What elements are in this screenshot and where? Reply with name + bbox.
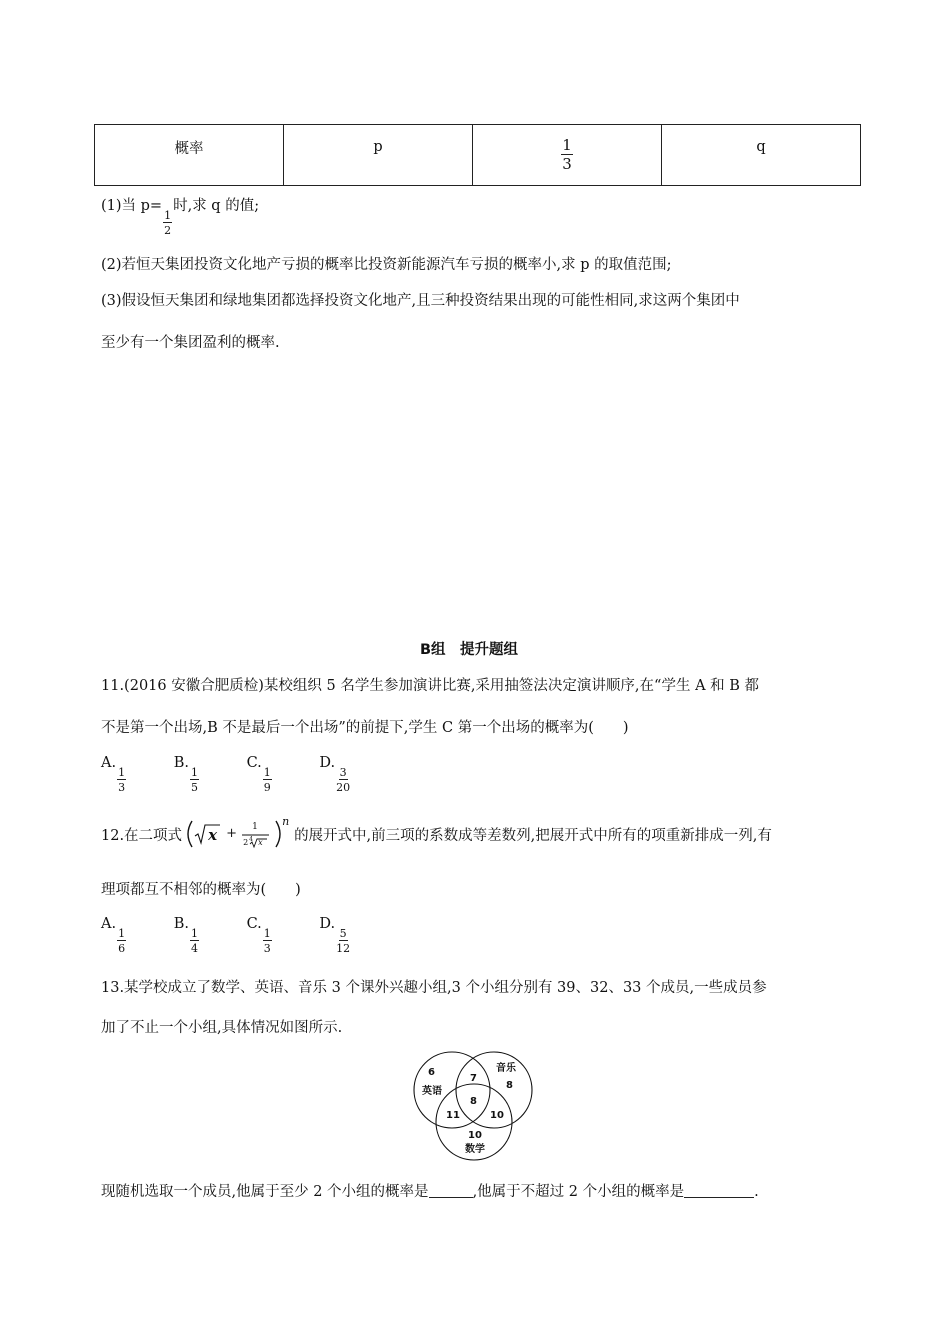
- option-fraction: [336, 767, 350, 793]
- option-label: B.: [173, 916, 189, 932]
- answer-prefix: 现随机选取一个成员,他属于至少 2 个小组的概率是: [101, 1184, 429, 1200]
- fraction-denominator: 3: [118, 781, 126, 794]
- fraction-denominator: 12: [336, 942, 351, 955]
- option-b[interactable]: [174, 755, 200, 793]
- option-label: B.: [173, 755, 189, 771]
- option-b[interactable]: [174, 916, 200, 954]
- fraction-numerator: 1: [263, 927, 271, 940]
- fraction-numerator: 1: [190, 766, 198, 779]
- option-c[interactable]: [247, 755, 273, 793]
- fraction-denominator: 3: [263, 942, 271, 955]
- all-three-count: 8: [470, 1096, 477, 1107]
- option-fraction: [190, 928, 199, 954]
- fraction-numerator: 1: [190, 927, 198, 940]
- math-label: 数学: [465, 1144, 485, 1155]
- problem-11-line-2: 不是第一个出场,B 不是最后一个出场”的前提下,学生 C 第一个出场的概率为( ): [101, 720, 629, 736]
- english-only-count: 6: [428, 1067, 435, 1078]
- table-label-text: 概率: [174, 140, 204, 157]
- problem-12-line-2: 理项都互不相邻的概率为( ): [101, 882, 301, 898]
- problem-11-line-1: 11.(2016 安徽合肥质检)某校组织 5 名学生参加演讲比赛,采用抽签法决定演讲顺序,在“学生 A 和 B 都: [101, 678, 760, 694]
- option-fraction: [190, 767, 199, 793]
- english-label: 英语: [422, 1086, 442, 1097]
- fraction-numerator: 1: [118, 927, 126, 940]
- section-title: B组 提升题组: [420, 642, 519, 658]
- venn-diagram: [408, 1048, 540, 1162]
- option-label: A.: [101, 916, 117, 932]
- option-c[interactable]: [247, 916, 273, 954]
- denominator-coefficient: 2: [243, 838, 249, 847]
- option-d[interactable]: [319, 755, 351, 793]
- problem-13-line-2: 加了不止一个小组,具体情况如图所示.: [101, 1020, 343, 1036]
- fraction-numerator: 5: [339, 927, 347, 940]
- option-fraction: [336, 928, 350, 954]
- fraction-numerator: 1: [118, 766, 126, 779]
- fraction-denominator: 3: [562, 155, 572, 173]
- problem-12-prefix: 12.在二项式: [101, 827, 183, 844]
- fraction-one-third: [561, 138, 573, 172]
- option-label: C.: [246, 916, 262, 932]
- music-only-count: 8: [506, 1080, 513, 1091]
- math-only-count: 10: [468, 1130, 482, 1141]
- problem-13-answer-line: [101, 1180, 759, 1201]
- table-row: [95, 125, 861, 186]
- table-cell-q: [662, 125, 861, 186]
- option-fraction: [117, 928, 126, 954]
- table-p-text: p: [373, 139, 383, 155]
- option-fraction: [117, 767, 126, 793]
- fraction-numerator: 3: [339, 766, 347, 779]
- binomial-parens-radicals: [182, 818, 294, 850]
- option-label: D.: [319, 916, 336, 932]
- question-1: [101, 194, 259, 236]
- option-label: A.: [101, 755, 117, 771]
- table-cell-label: [95, 125, 284, 186]
- question-3-line-1: (3)假设恒天集团和绿地集团都选择投资文化地产,且三种投资结果出现的可能性相同,求这两个集团中: [101, 293, 740, 309]
- music-math-count: 10: [490, 1110, 504, 1121]
- option-label: D.: [319, 755, 336, 771]
- fraction-denominator: 9: [263, 781, 271, 794]
- answer-blank-2[interactable]: [684, 1183, 754, 1198]
- fraction-denominator: 5: [190, 781, 198, 794]
- answer-end: .: [754, 1184, 759, 1200]
- option-label: C.: [246, 755, 262, 771]
- root-index: 4: [249, 836, 253, 843]
- question-1-prefix: (1)当 p=: [101, 198, 163, 214]
- fraction-numerator: 1: [164, 209, 172, 222]
- fraction-denominator: 4: [190, 942, 198, 955]
- binomial-expression: [182, 815, 294, 850]
- answer-blank-1[interactable]: [429, 1183, 473, 1198]
- question-2: (2)若恒天集团投资文化地产亏损的概率比投资新能源汽车亏损的概率小,求 p 的取值范围;: [101, 257, 672, 273]
- fraction-denominator: 2: [164, 224, 172, 237]
- option-fraction: [263, 767, 272, 793]
- option-d[interactable]: [319, 916, 351, 954]
- fraction-one-half: [163, 210, 172, 236]
- question-1-suffix: 时,求 q 的值;: [173, 198, 260, 214]
- fraction-numerator: 1: [562, 136, 572, 154]
- english-math-count: 11: [446, 1110, 460, 1121]
- option-fraction: [263, 928, 272, 954]
- plus-sign: +: [226, 826, 237, 841]
- table-cell-third: [473, 125, 662, 186]
- probability-table: [94, 124, 861, 186]
- table-cell-p: [284, 125, 473, 186]
- answer-middle: ,他属于不超过 2 个小组的概率是: [472, 1184, 685, 1200]
- option-a[interactable]: [101, 755, 127, 793]
- table-q-text: q: [756, 139, 766, 155]
- problem-12-options: [101, 916, 393, 954]
- sqrt-variable: x: [208, 826, 218, 844]
- problem-12-suffix: 的展开式中,前三项的系数成等差数列,把展开式中所有的项重新排成一列,有: [294, 827, 772, 844]
- music-label: 音乐: [496, 1063, 516, 1074]
- fraction-denominator: 20: [336, 781, 351, 794]
- denominator-variable: x: [258, 838, 263, 847]
- problem-12-line-1: [101, 815, 772, 850]
- option-a[interactable]: [101, 916, 127, 954]
- question-3-line-2: 至少有一个集团盈利的概率.: [101, 335, 280, 351]
- fraction-numerator: 1: [263, 766, 271, 779]
- problem-13-line-1: 13.某学校成立了数学、英语、音乐 3 个课外兴趣小组,3 个小组分别有 39、32、33 个成员,一些成员参: [101, 980, 767, 996]
- fraction-denominator: 6: [118, 942, 126, 955]
- exponent-n: n: [282, 815, 290, 828]
- fraction-numerator: 1: [252, 822, 258, 832]
- problem-11-options: [101, 755, 393, 793]
- english-music-count: 7: [470, 1073, 477, 1084]
